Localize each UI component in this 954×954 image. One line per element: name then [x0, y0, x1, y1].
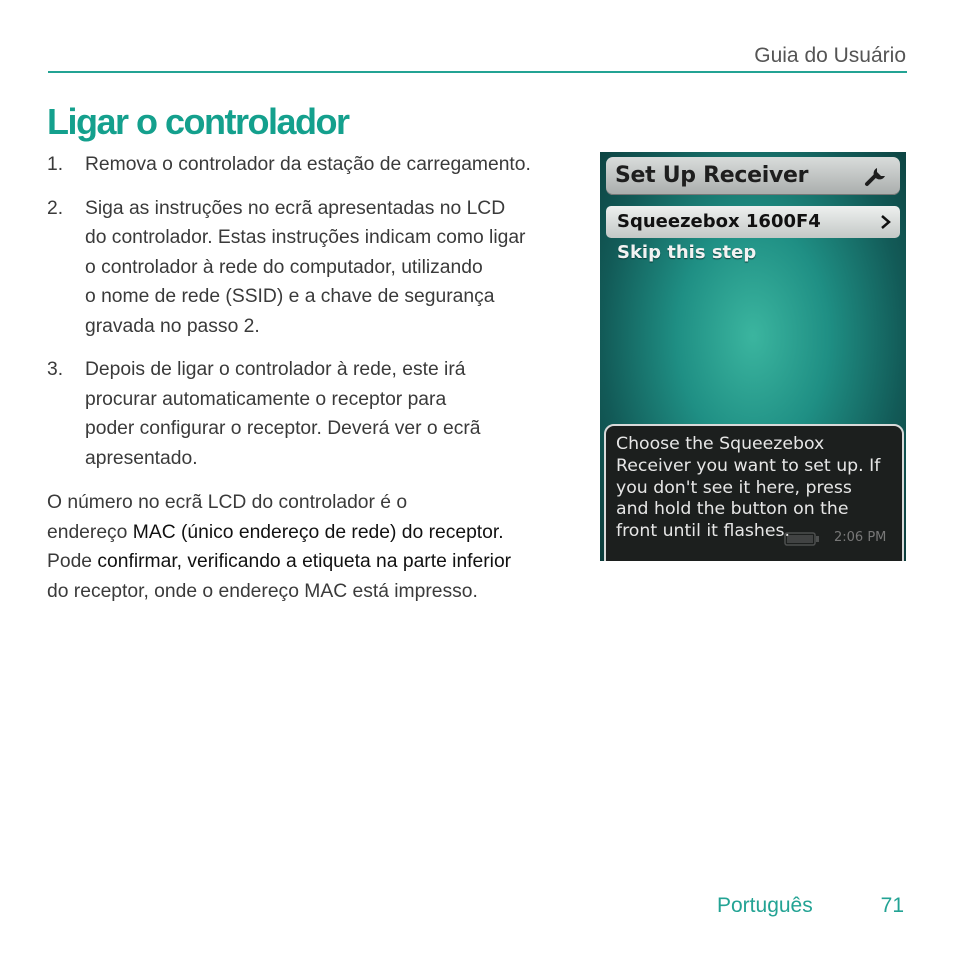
header-divider: [48, 71, 907, 73]
paragraph-text-emphasis: confirmar, verificando a etiqueta na parte inferior: [97, 551, 512, 572]
battery-icon: [784, 532, 820, 546]
step-number: 3.: [47, 359, 64, 380]
page-number: 71: [880, 894, 904, 917]
paragraph-line: do receptor, onde o endereço MAC está impresso.: [47, 580, 478, 602]
paragraph-line: [47, 547, 592, 577]
help-line: Choose the Squeezebox: [616, 434, 825, 454]
receiver-list-item[interactable]: [606, 206, 900, 238]
skip-step-item[interactable]: Skip this step: [617, 242, 757, 263]
device-title: Set Up Receiver: [615, 163, 809, 188]
step-text-line: Siga as instruções no ecrã apresentadas no LCD: [85, 197, 506, 219]
step-text-line: o nome de rede (SSID) e a chave de segurança: [85, 286, 495, 307]
step-text-line: Remova o controlador da estação de carregamento.: [85, 154, 531, 175]
steps-list: [47, 150, 592, 487]
step-text-line: poder configurar o receptor. Deverá ver o ecrã: [85, 418, 481, 439]
help-line: and hold the button on the: [616, 499, 849, 520]
page-title: Ligar o controlador: [47, 101, 349, 142]
step-number: 1.: [47, 154, 64, 175]
controller-screen-image: [600, 152, 906, 561]
step-text-line: Depois de ligar o controlador à rede, este irá: [85, 359, 466, 380]
receiver-name: Squeezebox 1600F4: [617, 211, 821, 232]
paragraph-line: O número no ecrã LCD do controlador é o: [47, 492, 408, 513]
step-item: [47, 150, 592, 180]
running-header: Guia do Usuário: [754, 44, 906, 67]
device-clock: 2:06 PM: [834, 530, 887, 545]
footer-language: Português: [717, 894, 813, 917]
paragraph-text: Pode: [47, 551, 98, 572]
step-item: [47, 355, 592, 473]
wrench-icon: [864, 165, 888, 189]
step-text-line: do controlador. Estas instruções indicam como ligar: [85, 227, 526, 248]
paragraph-text: endereço: [47, 521, 133, 543]
help-line: front until it flashes.: [616, 521, 791, 542]
step-text-line: apresentado.: [85, 447, 198, 469]
device-title-bar: [606, 157, 900, 195]
step-text-line: procurar automaticamente o receptor para: [85, 388, 447, 410]
step-number: 2.: [47, 197, 64, 219]
paragraph-text-emphasis: MAC (único endereço de rede) do receptor.: [132, 521, 504, 543]
step-text-line: gravada no passo 2.: [85, 315, 260, 337]
mac-address-paragraph: [47, 488, 592, 606]
step-item: [47, 194, 592, 342]
chevron-right-icon: [880, 214, 892, 230]
step-text-line: o controlador à rede do computador, utilizando: [85, 256, 483, 278]
help-line: you don't see it here, press: [616, 477, 852, 498]
paragraph-line: [47, 518, 592, 548]
device-help-box: [604, 424, 904, 561]
device-help-text: [616, 434, 896, 543]
help-line: Receiver you want to set up. If: [616, 455, 881, 476]
